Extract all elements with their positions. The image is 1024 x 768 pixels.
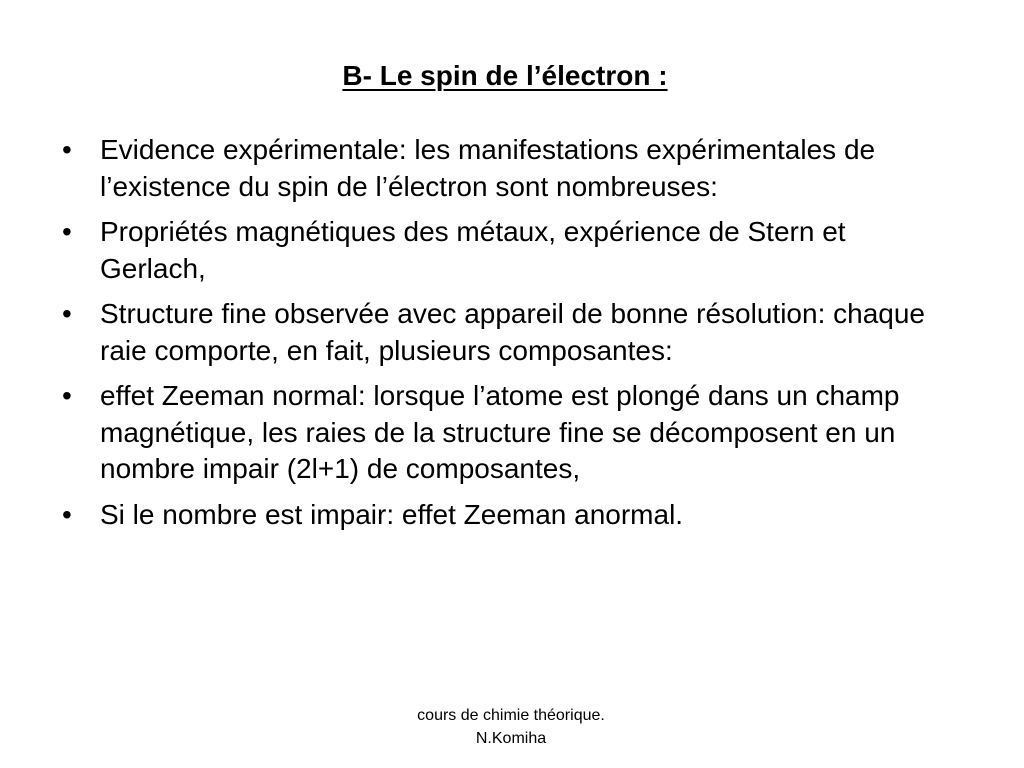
bullet-list [58,132,958,542]
list-item-text: Structure fine observée avec appareil de bonne résolution: chaque raie comporte, en fait, plusieurs composantes: [100,298,925,366]
bullet-icon: • [62,134,72,165]
bullet-icon: • [62,498,72,530]
list-item [58,378,958,488]
list-item-text: Evidence expérimentale: les manifestations expérimentales de l’existence du spin de l’électron sont nombreuses: [100,134,876,202]
bullet-icon: • [62,380,72,411]
list-item [58,132,958,205]
list-item-text: Propriétés magnétiques des métaux, expérience de Stern et Gerlach, [100,216,846,284]
bullet-icon: • [62,298,72,329]
slide-title [0,56,1010,96]
slide-title-text: B- Le spin de l’électron : [342,60,668,91]
list-item-text: Si le nombre est impair: effet Zeeman anormal. [100,498,684,530]
footer-course: cours de chimie théorique. [417,707,605,724]
bullet-icon: • [62,216,72,247]
list-item-text: effet Zeeman normal: lorsque l’atome est plongé dans un champ magnétique, les raies de la structure fine se décomposent en un nombre impair (2l+1) de composantes, [100,380,900,484]
list-item [58,296,958,369]
slide-footer [380,704,642,750]
list-item [58,214,958,287]
footer-author: N.Komiha [475,730,547,747]
list-item [58,497,958,534]
